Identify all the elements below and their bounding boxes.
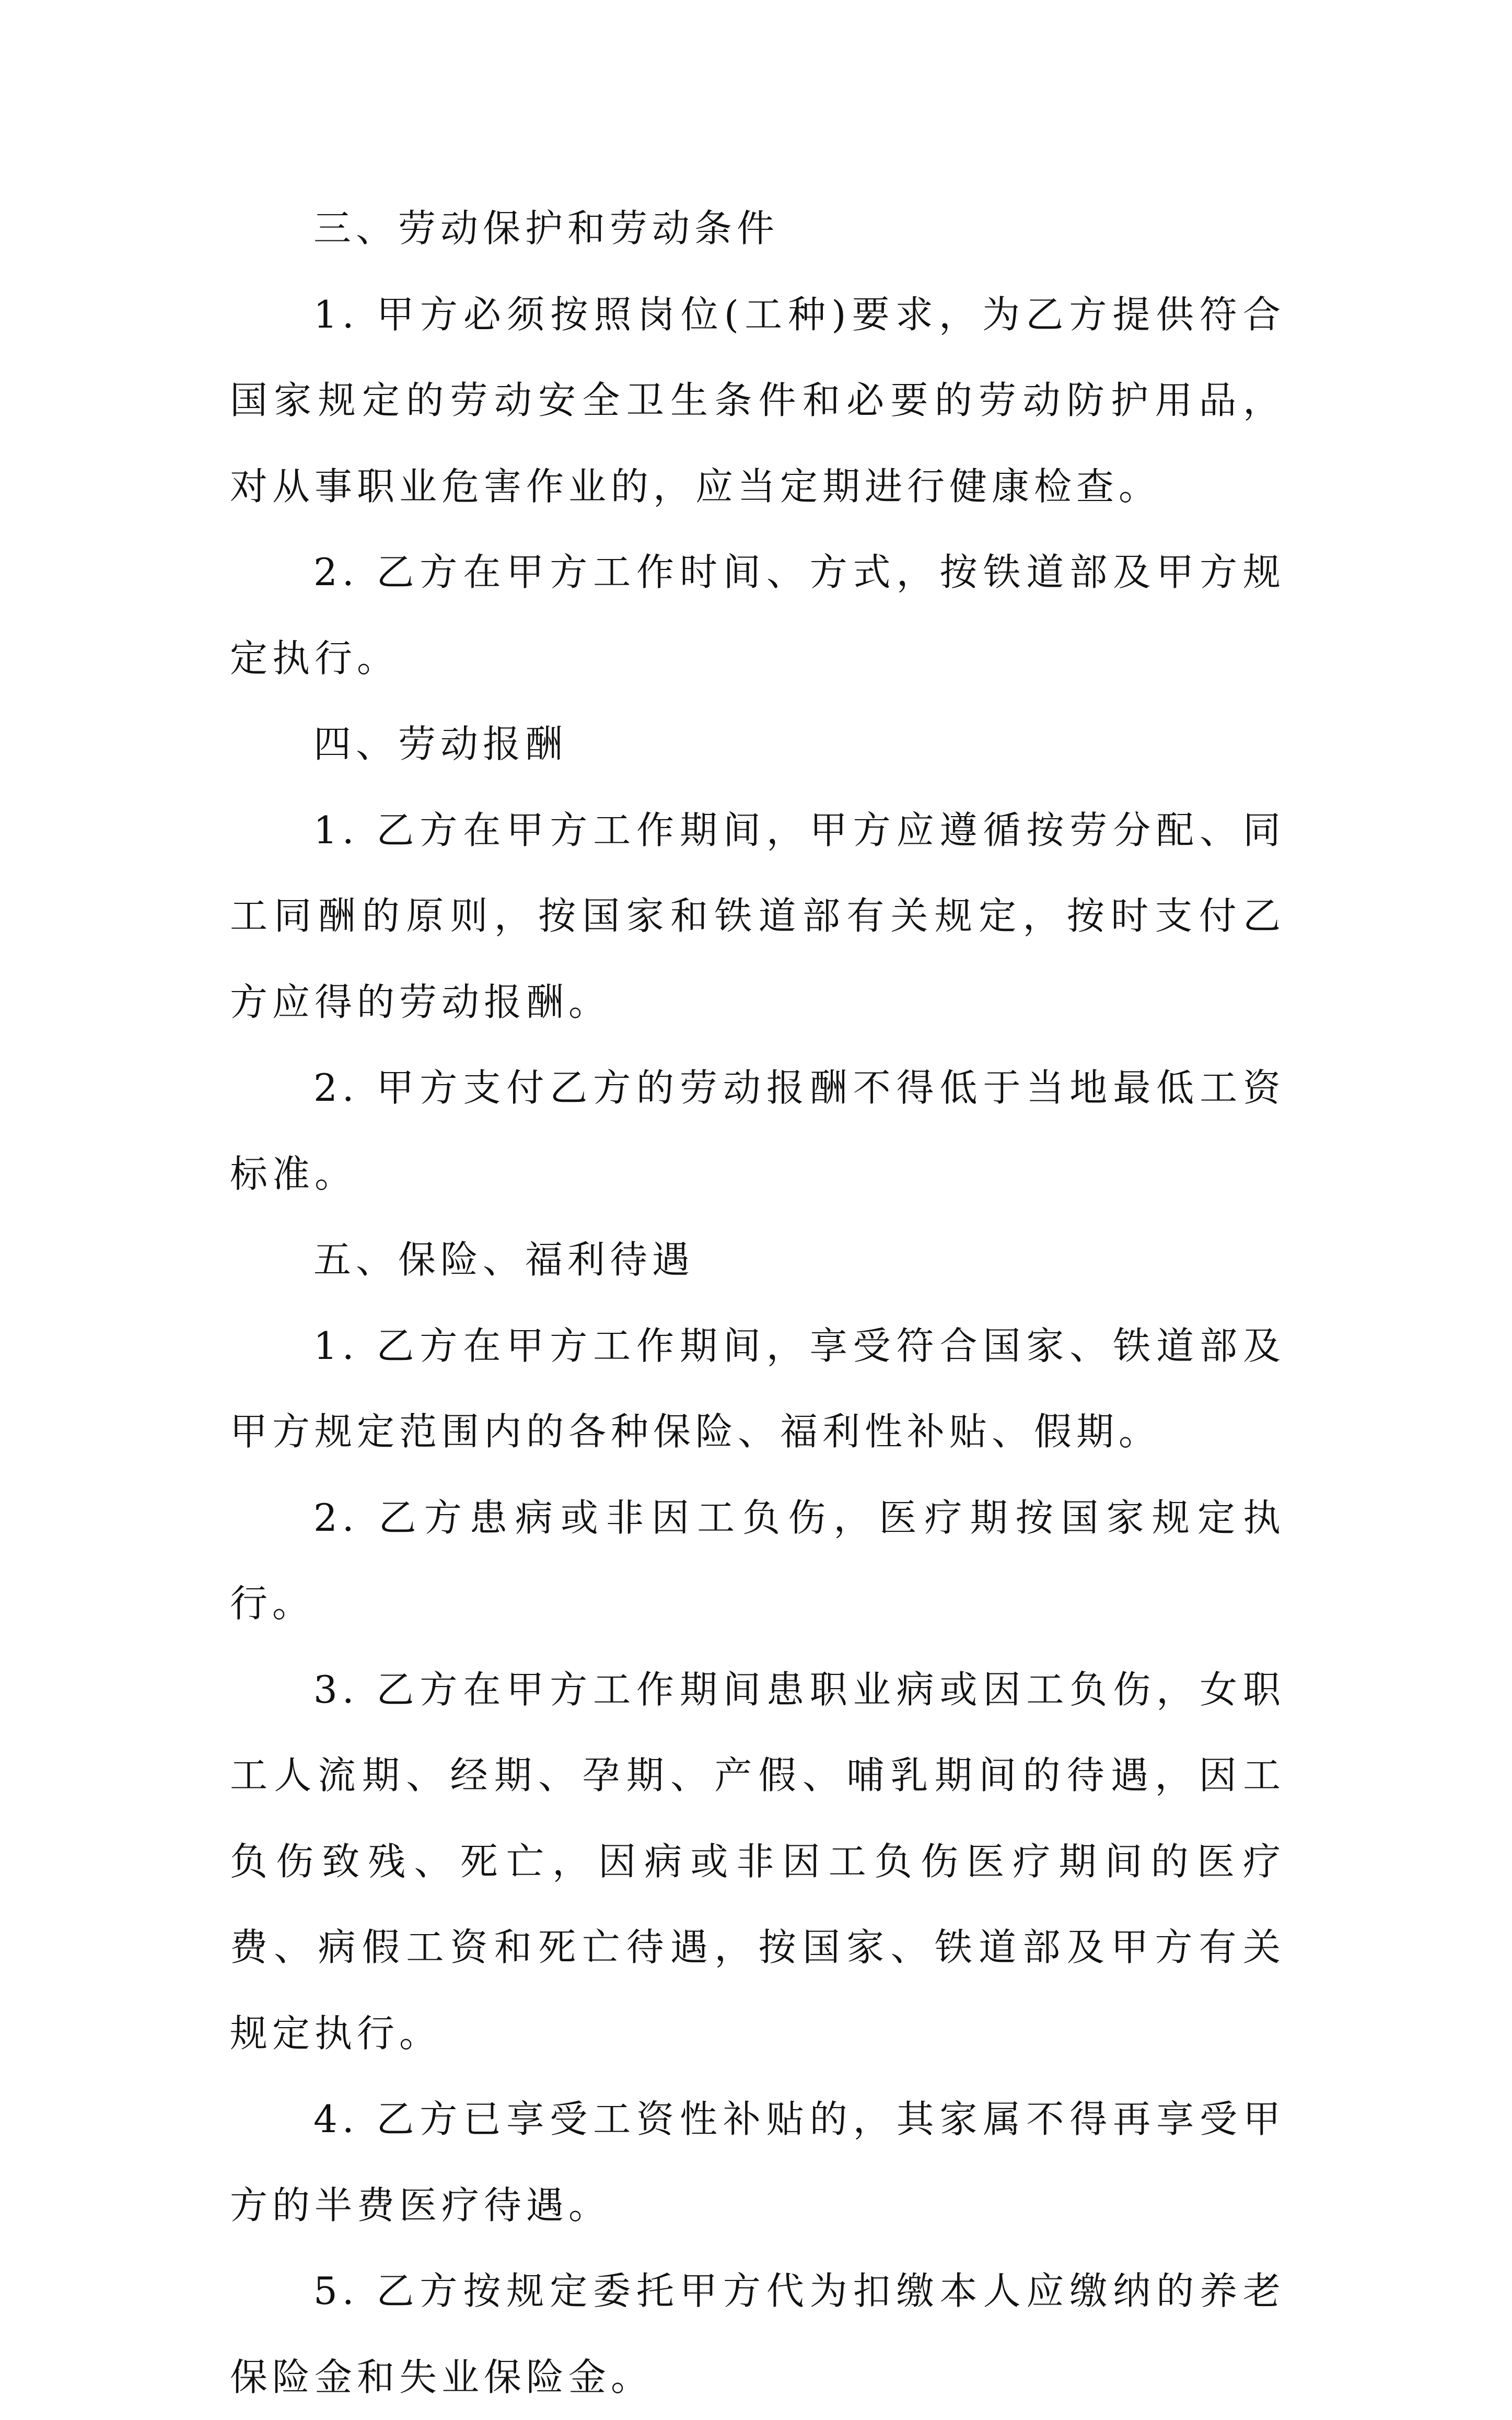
paragraph-insurance-welfare-5: 5. 乙方按规定委托甲方代为扣缴本人应缴纳的养老保险金和失业保险金。: [230, 2269, 1285, 2399]
paragraph-labor-remuneration-1: 1. 乙方在甲方工作期间，甲方应遵循按劳分配、同工同酬的原则，按国家和铁道部有关规定，按时支付乙方应得的劳动报酬。: [230, 808, 1285, 1024]
section-heading-insurance-welfare: 五、保险、福利待遇: [313, 1238, 695, 1282]
section-heading-labor-remuneration: 四、劳动报酬: [313, 722, 568, 766]
paragraph-labor-remuneration-2: 2. 甲方支付乙方的劳动报酬不得低于当地最低工资标准。: [230, 1066, 1285, 1196]
paragraph-insurance-welfare-1: 1. 乙方在甲方工作期间，享受符合国家、铁道部及甲方规定范围内的各种保险、福利性补贴、假期。: [230, 1323, 1285, 1453]
paragraph-insurance-welfare-2: 2. 乙方患病或非因工负伤，医疗期按国家规定执行。: [230, 1495, 1285, 1625]
paragraph-labor-protection-2: 2. 乙方在甲方工作时间、方式，按铁道部及甲方规定执行。: [230, 550, 1285, 680]
paragraph-insurance-welfare-4: 4. 乙方已享受工资性补贴的，其家属不得再享受甲方的半费医疗待遇。: [230, 2097, 1285, 2227]
paragraph-labor-protection-1: 1. 甲方必须按照岗位(工种)要求，为乙方提供符合国家规定的劳动安全卫生条件和必要的劳动防护用品，对从事职业危害作业的，应当定期进行健康检查。: [230, 292, 1285, 508]
document-body: [230, 185, 1285, 2420]
paragraph-insurance-welfare-3: 3. 乙方在甲方工作期间患职业病或因工负伤，女职工人流期、经期、孕期、产假、哺乳期间的待遇，因工负伤致残、死亡，因病或非因工负伤医疗期间的医疗费、病假工资和死亡待遇，按国家、铁道部及甲方有关规定执行。: [230, 1667, 1285, 2055]
section-heading-labor-protection: 三、劳动保护和劳动条件: [313, 206, 780, 250]
